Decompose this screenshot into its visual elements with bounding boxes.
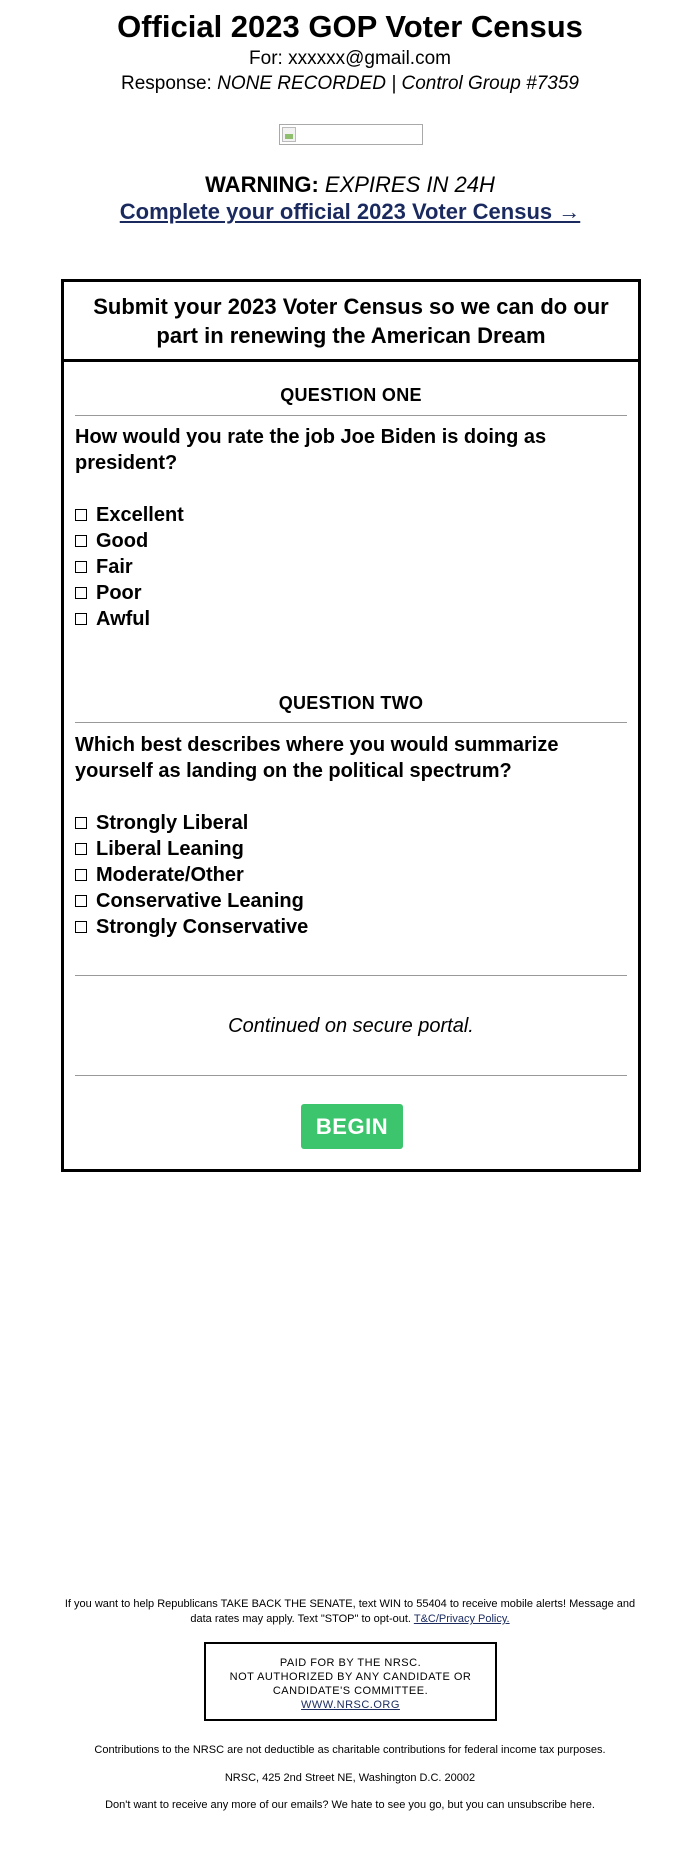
warning-label: WARNING: (205, 172, 319, 197)
recipient-line (0, 47, 700, 71)
checkbox-icon[interactable] (75, 869, 87, 881)
contributions-notice: Contributions to the NRSC are not deductible as charitable contributions for federal income tax purposes. (94, 1744, 606, 1756)
paid-for-box (204, 1642, 497, 1721)
checkbox-icon[interactable] (75, 843, 87, 855)
option-poor[interactable] (75, 580, 627, 606)
response-label: Response: (121, 73, 212, 94)
complete-census-link[interactable]: Complete your official 2023 Voter Census → (119, 199, 581, 224)
option-label: Conservative Leaning (96, 890, 304, 912)
option-label: Liberal Leaning (96, 838, 244, 860)
sms-text: If you want to help Republicans TAKE BACK THE SENATE, text WIN to 55404 to receive mobile alerts! Message and data rates may apply. Text "STOP" to opt-out. (64, 1598, 636, 1625)
option-strongly-liberal[interactable] (75, 810, 627, 836)
privacy-policy-link[interactable]: T&C/Privacy Policy. (413, 1613, 510, 1625)
option-label: Excellent (96, 504, 184, 526)
checkbox-icon[interactable] (75, 921, 87, 933)
image-placeholder-icon (282, 127, 296, 142)
paid-line-1: PAID FOR BY THE NRSC. (279, 1657, 422, 1669)
checkbox-icon[interactable] (75, 817, 87, 829)
page-title: Official 2023 GOP Voter Census (117, 9, 583, 44)
checkbox-icon[interactable] (75, 895, 87, 907)
option-label: Fair (96, 556, 133, 578)
option-good[interactable] (75, 528, 627, 554)
broken-image-icon[interactable] (279, 124, 423, 145)
checkbox-icon[interactable] (75, 561, 87, 573)
question-one-label: QUESTION ONE (280, 385, 422, 405)
paid-line-2: NOT AUTHORIZED BY ANY CANDIDATE OR CANDIDATE'S COMMITTEE. (229, 1671, 472, 1697)
question-two-label: QUESTION TWO (278, 693, 424, 713)
option-conservative-leaning[interactable] (75, 888, 627, 914)
warning-line (0, 171, 700, 199)
survey-box (61, 279, 641, 1172)
option-label: Strongly Liberal (96, 812, 249, 834)
survey-header (64, 282, 638, 362)
question-two-options (75, 810, 627, 940)
option-label: Good (96, 530, 149, 552)
address-line: NRSC, 425 2nd Street NE, Washington D.C. 20002 (224, 1772, 476, 1784)
for-label: For: (249, 48, 283, 69)
divider (75, 1075, 627, 1076)
checkbox-icon[interactable] (75, 613, 87, 625)
checkbox-icon[interactable] (75, 509, 87, 521)
option-fair[interactable] (75, 554, 627, 580)
option-label: Strongly Conservative (96, 916, 309, 938)
divider (75, 722, 627, 723)
option-excellent[interactable] (75, 502, 627, 528)
option-moderate-other[interactable] (75, 862, 627, 888)
warning-text: EXPIRES IN 24H (324, 172, 495, 197)
option-strongly-conservative[interactable] (75, 914, 627, 940)
option-label: Moderate/Other (96, 864, 244, 886)
continued-note: Continued on secure portal. (228, 1015, 474, 1037)
option-label: Awful (96, 608, 151, 630)
cta-line (0, 198, 700, 226)
divider (75, 415, 627, 416)
response-value: NONE RECORDED | Control Group #7359 (217, 73, 579, 94)
nrsc-website-link[interactable]: WWW.NRSC.ORG (301, 1699, 400, 1711)
checkbox-icon[interactable] (75, 587, 87, 599)
sms-notice (0, 1597, 700, 1627)
option-awful[interactable] (75, 606, 627, 632)
unsubscribe-line[interactable]: Don't want to receive any more of our emails? We hate to see you go, but you can unsubscribe here. (105, 1799, 595, 1811)
recipient-email: xxxxxx@gmail.com (288, 48, 451, 69)
question-one-text: How would you rate the job Joe Biden is doing as president? (75, 426, 547, 474)
survey-heading: Submit your 2023 Voter Census so we can do our part in renewing the American Dream (93, 294, 609, 348)
divider (75, 975, 627, 976)
question-two-text: Which best describes where you would summarize yourself as landing on the political spectrum? (75, 734, 559, 782)
begin-button[interactable]: BEGIN (301, 1104, 403, 1149)
response-line (0, 72, 700, 96)
question-one-options (75, 502, 627, 632)
option-label: Poor (96, 582, 142, 604)
checkbox-icon[interactable] (75, 535, 87, 547)
option-liberal-leaning[interactable] (75, 836, 627, 862)
